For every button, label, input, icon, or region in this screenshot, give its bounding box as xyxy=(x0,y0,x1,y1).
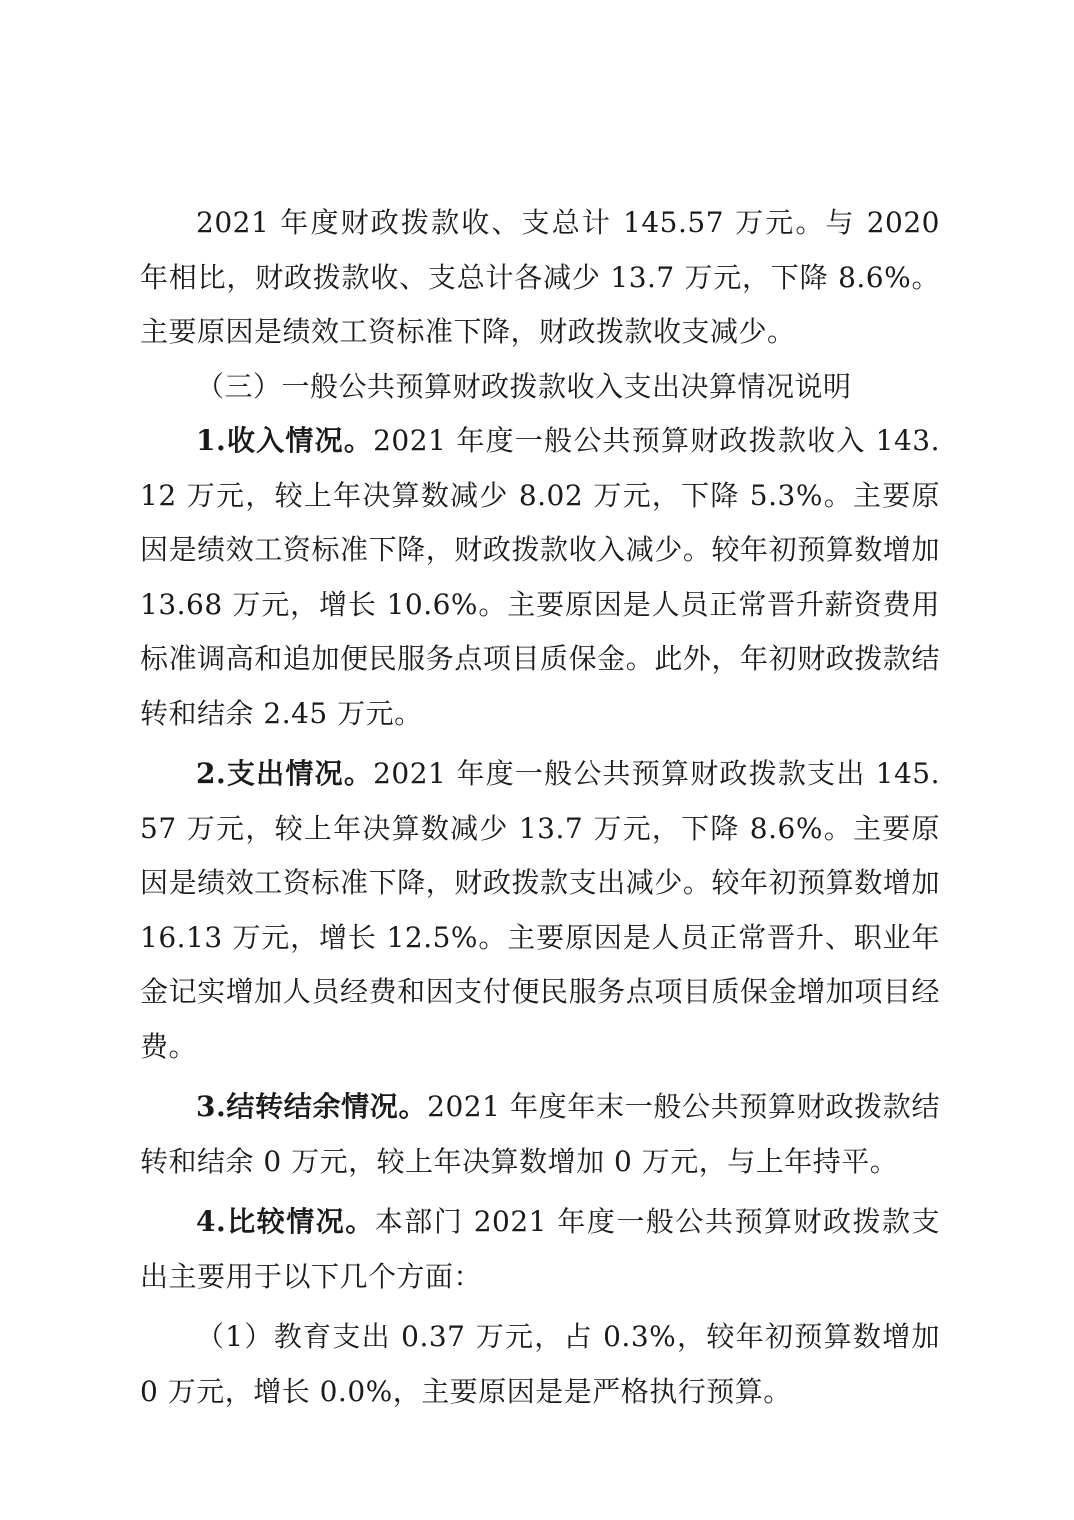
summary-paragraph: 2021 年度财政拨款收、支总计 145.57 万元。与 2020 年相比，财政拨款收、支总计各减少 13.7 万元，下降 8.6%。主要原因是绩效工资标准下降，财政拨款收支减少。 xyxy=(140,206,940,348)
document-page xyxy=(140,196,940,1419)
expense-text: 2021 年度一般公共预算财政拨款支出 145.57 万元，较上年决算数减少 13.7 万元，下降 8.6%。主要原因是绩效工资标准下降，财政拨款支出减少。较年初预算数增加 16.13 万元，增长 12.5%。主要原因是人员正常晋升、职业年金记实增加人员经费和因支付便民服务点项目质保金增加项目经费。 xyxy=(140,757,941,1063)
carryover-paragraph xyxy=(140,1080,940,1189)
income-paragraph xyxy=(140,414,940,741)
education-item-paragraph: （1）教育支出 0.37 万元，占 0.3%，较年初预算数增加 0 万元，增长 0.0%，主要原因是是严格执行预算。 xyxy=(140,1320,940,1408)
comparison-text: 本部门 2021 年度一般公共预算财政拨款支出主要用于以下几个方面： xyxy=(140,1205,941,1293)
comparison-lead: 4.比较情况。 xyxy=(196,1205,375,1238)
section-heading: （三）一般公共预算财政拨款收入支出决算情况说明 xyxy=(196,369,852,403)
carryover-lead: 3.结转结余情况。 xyxy=(196,1090,428,1123)
income-text: 2021 年度一般公共预算财政拨款收入 143.12 万元，较上年决算数减少 8.02 万元，下降 5.3%。主要原因是绩效工资标准下降，财政拨款收入减少。较年初预算数增加 13.68 万元，增长 10.6%。主要原因是人员正常晋升薪资费用标准调高和追加便民服务点项目质保金。此外，年初财政拨款结转和结余 2.45 万元。 xyxy=(140,424,941,730)
expense-paragraph xyxy=(140,747,940,1074)
carryover-text: 2021 年度年末一般公共预算财政拨款结转和结余 0 万元，较上年决算数增加 0 万元，与上年持平。 xyxy=(140,1090,940,1178)
comparison-paragraph xyxy=(140,1195,940,1304)
income-lead: 1.收入情况。 xyxy=(196,424,374,457)
expense-lead: 2.支出情况。 xyxy=(196,757,374,790)
